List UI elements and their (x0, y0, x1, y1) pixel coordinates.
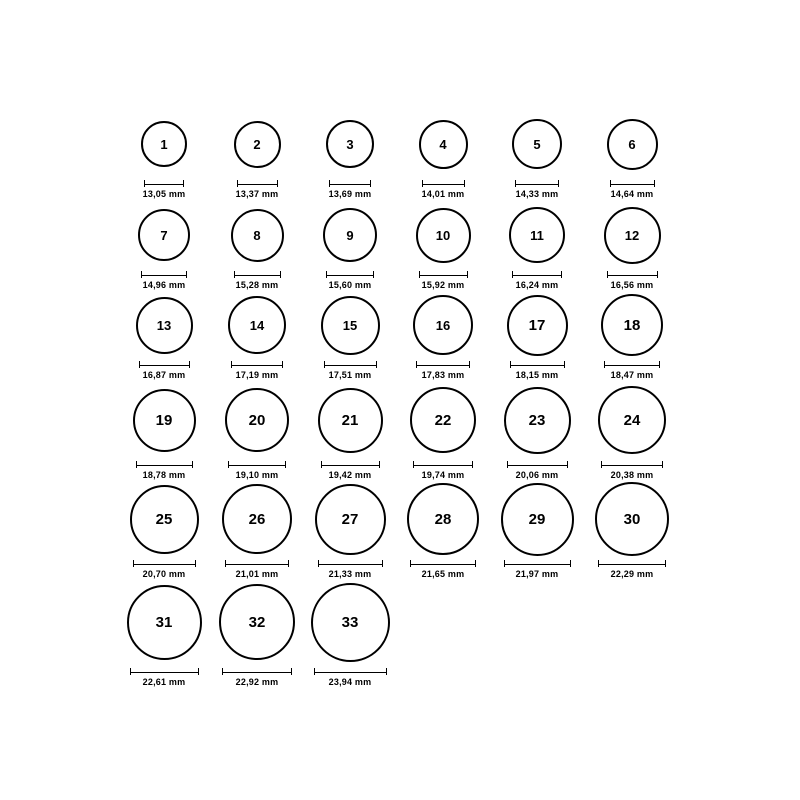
ring-size-number: 9 (346, 227, 354, 243)
dimension-line (237, 180, 278, 187)
ring-circle (222, 484, 292, 554)
dimension-line (504, 560, 571, 567)
dimension-line (228, 461, 286, 468)
dimension-line (515, 180, 559, 187)
ring-diameter-label: 21,01 mm (235, 569, 279, 579)
dimension-line (507, 461, 568, 468)
ring-size-number: 5 (533, 136, 541, 152)
dimension-line (231, 361, 283, 368)
ring-diameter-label: 16,24 mm (515, 280, 559, 290)
ring-size-number: 27 (341, 510, 359, 528)
dimension-line (141, 271, 187, 278)
ring-diameter-label: 14,96 mm (142, 280, 186, 290)
ring-circle (416, 208, 471, 263)
ring-diameter-label: 19,74 mm (421, 470, 465, 480)
ring-dimension (572, 180, 692, 199)
ring-circle (413, 295, 473, 355)
ring-diameter-label: 19,42 mm (328, 470, 372, 480)
ring-diameter-label: 20,38 mm (610, 470, 654, 480)
ring-circle (231, 209, 284, 262)
dimension-line (136, 461, 193, 468)
ring-size-number: 31 (155, 613, 173, 631)
ring-size-item (572, 119, 692, 170)
ring-size-number: 22 (434, 411, 452, 429)
ring-size-number: 29 (528, 510, 546, 528)
ring-circle (507, 295, 568, 356)
ring-dimension (290, 668, 410, 687)
ring-size-number: 3 (346, 136, 354, 152)
ring-diameter-label: 23,94 mm (328, 677, 372, 687)
dimension-line (326, 271, 374, 278)
ring-circle (501, 483, 574, 556)
ring-circle (509, 207, 565, 263)
ring-size-number: 11 (530, 227, 544, 243)
ring-diameter-label: 13,69 mm (328, 189, 372, 199)
ring-circle (419, 120, 468, 169)
ring-diameter-label: 19,10 mm (235, 470, 279, 480)
dimension-line (413, 461, 473, 468)
ring-diameter-label: 18,47 mm (610, 370, 654, 380)
ring-diameter-label: 17,83 mm (421, 370, 465, 380)
ring-diameter-label: 13,05 mm (142, 189, 186, 199)
ring-diameter-label: 21,33 mm (328, 569, 372, 579)
ring-dimension (572, 271, 692, 290)
ring-circle (136, 297, 193, 354)
ring-diameter-label: 14,33 mm (515, 189, 559, 199)
ring-circle (225, 388, 289, 452)
ring-size-number: 24 (623, 411, 641, 429)
ring-circle (141, 121, 187, 167)
dimension-line (222, 668, 292, 675)
dimension-line (604, 361, 660, 368)
dimension-line (225, 560, 289, 567)
ring-diameter-label: 22,92 mm (235, 677, 279, 687)
ring-circle (315, 484, 386, 555)
ring-diameter-label: 18,15 mm (515, 370, 559, 380)
dimension-line (598, 560, 666, 567)
ring-size-number: 7 (160, 227, 168, 243)
ring-diameter-label: 15,92 mm (421, 280, 465, 290)
ring-diameter-label: 17,19 mm (235, 370, 279, 380)
ring-circle (130, 485, 199, 554)
ring-circle (228, 296, 286, 354)
ring-circle (604, 207, 661, 264)
dimension-line (321, 461, 380, 468)
ring-circle (234, 121, 281, 168)
ring-diameter-label: 22,29 mm (610, 569, 654, 579)
ring-dimension (572, 560, 692, 579)
ring-diameter-label: 17,51 mm (328, 370, 372, 380)
dimension-line (601, 461, 663, 468)
ring-size-number: 16 (435, 317, 451, 333)
ring-size-number: 32 (248, 613, 266, 631)
ring-size-number: 12 (624, 227, 640, 243)
dimension-line (510, 361, 565, 368)
dimension-line (329, 180, 371, 187)
ring-diameter-label: 15,60 mm (328, 280, 372, 290)
ring-circle (326, 120, 374, 168)
ring-size-number: 4 (439, 136, 447, 152)
ring-size-number: 26 (248, 510, 266, 528)
dimension-line (607, 271, 658, 278)
dimension-line (144, 180, 184, 187)
ring-circle (138, 209, 190, 261)
ring-circle (127, 585, 202, 660)
ring-size-number: 15 (342, 317, 358, 333)
ring-size-number: 1 (160, 136, 168, 152)
ring-diameter-label: 20,06 mm (515, 470, 559, 480)
ring-size-number: 8 (253, 227, 261, 243)
dimension-line (610, 180, 655, 187)
dimension-line (318, 560, 383, 567)
ring-circle (595, 482, 669, 556)
ring-size-number: 20 (248, 411, 266, 429)
ring-circle (512, 119, 562, 169)
ring-circle (318, 388, 383, 453)
ring-circle (321, 296, 380, 355)
ring-size-number: 30 (623, 510, 641, 528)
ring-circle (133, 389, 196, 452)
ring-circle (410, 387, 476, 453)
dimension-line (416, 361, 470, 368)
dimension-line (133, 560, 196, 567)
ring-diameter-label: 21,97 mm (515, 569, 559, 579)
ring-diameter-label: 22,61 mm (142, 677, 186, 687)
ring-diameter-label: 21,65 mm (421, 569, 465, 579)
dimension-line (234, 271, 281, 278)
ring-size-number: 33 (341, 613, 359, 631)
dimension-line (139, 361, 190, 368)
ring-diameter-label: 20,70 mm (142, 569, 186, 579)
ring-size-number: 2 (253, 136, 261, 152)
ring-circle (598, 386, 666, 454)
dimension-line (419, 271, 468, 278)
ring-diameter-label: 14,64 mm (610, 189, 654, 199)
ring-circle (219, 584, 295, 660)
ring-diameter-label: 14,01 mm (421, 189, 465, 199)
ring-size-number: 6 (628, 136, 636, 152)
ring-dimension (572, 361, 692, 380)
ring-size-number: 19 (155, 411, 173, 429)
ring-diameter-label: 15,28 mm (235, 280, 279, 290)
ring-circle (601, 294, 663, 356)
ring-size-item (572, 482, 692, 556)
ring-size-item (572, 386, 692, 454)
ring-circle (323, 208, 377, 262)
ring-size-number: 21 (341, 411, 359, 429)
ring-size-number: 23 (528, 411, 546, 429)
dimension-line (130, 668, 199, 675)
ring-diameter-label: 18,78 mm (142, 470, 186, 480)
ring-dimension (572, 461, 692, 480)
dimension-line (512, 271, 562, 278)
ring-diameter-label: 16,56 mm (610, 280, 654, 290)
ring-size-number: 17 (528, 316, 546, 334)
ring-diameter-label: 13,37 mm (235, 189, 279, 199)
dimension-line (422, 180, 465, 187)
dimension-line (314, 668, 387, 675)
ring-diameter-label: 16,87 mm (142, 370, 186, 380)
ring-size-number: 10 (435, 227, 451, 243)
ring-size-number: 25 (155, 510, 173, 528)
ring-circle (504, 387, 571, 454)
ring-size-item (572, 294, 692, 356)
ring-circle (311, 583, 390, 662)
ring-size-item (572, 207, 692, 264)
ring-size-item (290, 583, 410, 662)
ring-circle (407, 483, 479, 555)
ring-circle (607, 119, 658, 170)
ring-size-number: 13 (156, 317, 172, 333)
dimension-line (324, 361, 377, 368)
ring-size-number: 18 (623, 316, 641, 334)
ring-size-number: 14 (249, 317, 265, 333)
ring-size-number: 28 (434, 510, 452, 528)
dimension-line (410, 560, 476, 567)
